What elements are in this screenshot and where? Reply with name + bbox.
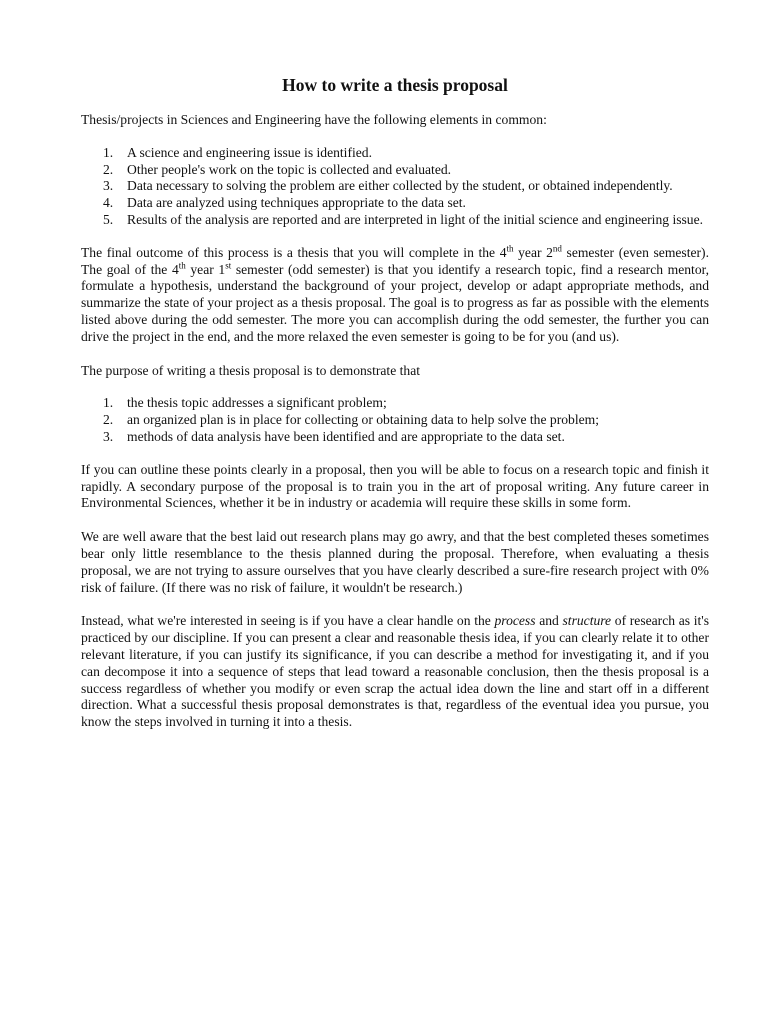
list-item-number: 5. [103, 211, 114, 227]
outcome-text-4: year 1 [185, 261, 226, 277]
list-item [81, 178, 709, 195]
instead-text-1: Instead, what we're interested in seeing is if you have a clear handle on the [81, 613, 495, 629]
list-item [81, 162, 709, 179]
list-item [81, 145, 709, 162]
list-item-text: the thesis topic addresses a significant problem; [127, 395, 387, 411]
emphasis-process: process [494, 613, 536, 629]
list-item-text: Other people's work on the topic is collected and evaluated. [127, 161, 452, 177]
purpose-intro: The purpose of writing a thesis proposal is to demonstrate that [81, 362, 421, 378]
outcome-text-2: year 2 [513, 244, 553, 260]
list-item [81, 429, 709, 446]
ordinal-suffix: th [506, 243, 514, 254]
list-item-number: 4. [103, 195, 114, 211]
outcome-text-5: semester (odd semester) is that you identify a research topic, find a research mentor, formulate a hypothesis, understand the background of your project, develop or adapt appropriate methods, and summarize the state of your project as a thesis proposal. The goal is to progress as far as possible with the elements listed above during the odd semester. The more you can accomplish during the odd semester, the further you can drive the project in the end, and the more relaxed the even semester is going to be for you (and us). [81, 261, 709, 344]
outcome-text-3: semester (even semester). The goal of the 4 [81, 244, 709, 277]
list-item-text: an organized plan is in place for collecting or obtaining data to help solve the problem; [127, 412, 599, 428]
purpose-list [81, 395, 709, 445]
intro-paragraph: Thesis/projects in Sciences and Engineering have the following elements in common: [81, 112, 547, 127]
list-item-text: Data are analyzed using techniques appropriate to the data set. [127, 195, 466, 211]
awry-paragraph: We are well aware that the best laid out research plans may go awry, and that the best completed theses sometimes bear only little resemblance to the thesis planned during the proposal. Therefore, when evaluating a thesis proposal, we are not trying to assure ourselves that you have clearly described a sure-fire research project with 0% risk of failure. (If there was no risk of failure, it wouldn't be research.) [81, 529, 709, 595]
list-item-text: methods of data analysis have been identified and are appropriate to the data set. [127, 428, 565, 444]
ordinal-suffix: st [225, 260, 232, 271]
document-page [81, 74, 709, 731]
ordinal-suffix: th [178, 260, 186, 271]
list-item-number: 2. [103, 161, 114, 177]
list-item-text: Results of the analysis are reported and are interpreted in light of the initial science and engineering issue. [127, 211, 704, 227]
list-item-text: Data necessary to solving the problem are either collected by the student, or obtained independently. [127, 178, 673, 194]
list-item [81, 195, 709, 212]
list-item-number: 1. [103, 395, 114, 411]
list-item-number: 1. [103, 144, 114, 160]
list-item-number: 2. [103, 412, 114, 428]
instead-text-3: of research as it's practiced by our discipline. If you can present a clear and reasonable thesis idea, if you can clearly relate it to other relevant literature, if you can justify its significance, if you can describe a method for investigating it, and if you can decompose it into a sequence of steps that lead toward a reasonable conclusion, then the thesis proposal is a success regardless of whether you modify or even scrap the actual idea down the line and start off in a different direction. What a successful thesis proposal demonstrates is that, regardless of the eventual idea you pursue, you know the steps involved in turning it into a thesis. [81, 613, 710, 730]
list-item [81, 395, 709, 412]
outline-paragraph: If you can outline these points clearly in a proposal, then you will be able to focus on a research topic and finish it rapidly. A secondary purpose of the proposal is to train you in the art of proposal writing. Any future career in Environmental Sciences, whether it be in industry or academia will require these skills in some form. [81, 461, 709, 511]
instead-paragraph [81, 613, 709, 731]
elements-list [81, 145, 709, 229]
outcome-text-1: The final outcome of this process is a thesis that you will complete in the 4 [81, 244, 507, 260]
list-item-number: 3. [103, 178, 114, 194]
list-item-number: 3. [103, 428, 114, 444]
list-item-text: A science and engineering issue is identified. [127, 144, 372, 160]
emphasis-structure: structure [562, 613, 612, 629]
outcome-paragraph [81, 245, 709, 346]
ordinal-suffix: nd [552, 243, 562, 254]
document-title: How to write a thesis proposal [282, 75, 508, 95]
list-item [81, 212, 709, 229]
instead-text-2: and [535, 613, 563, 629]
list-item [81, 412, 709, 429]
